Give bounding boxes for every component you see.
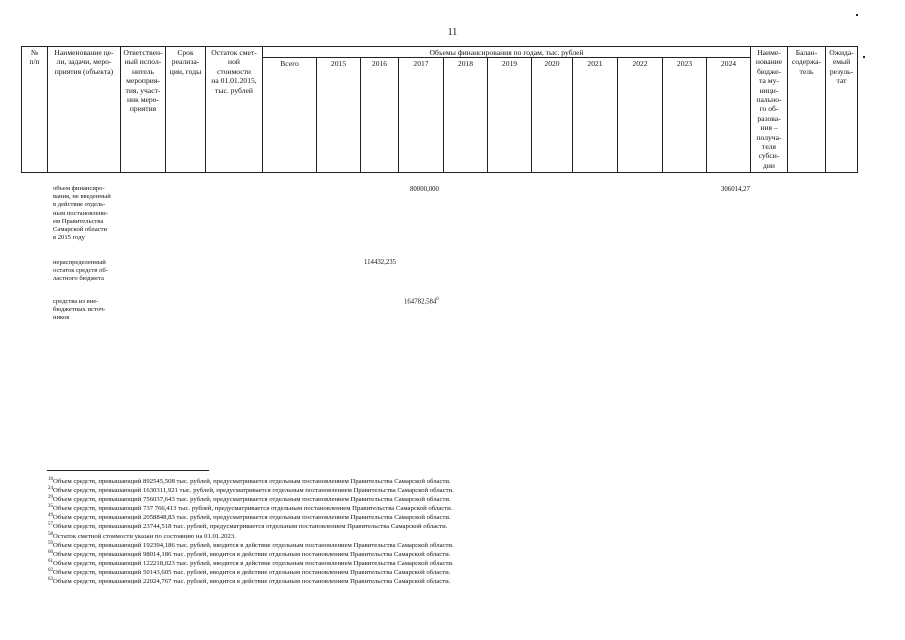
- footnote-mark: 57: [48, 522, 53, 528]
- footnote-mark: 62: [48, 567, 53, 573]
- row-label-unallocated-balance: нераспределенный остаток средств об- ластного бюджета: [53, 259, 108, 283]
- footnote-text: Остаток сметной стоимости указан по состоянию на 01.01.2023.: [53, 532, 236, 540]
- header-year: 2023: [663, 58, 707, 173]
- header-budget-name: Наиме- нование бюдже- та му- ници- пально- го об- разова- ния – получа- теля субси- дии: [751, 47, 788, 173]
- footnote-text: Объем средств, превышающий 50143,605 тыс. рублей, вводится в действие отдельным постановлением Правительства Самарской области.: [53, 568, 451, 576]
- value-2016-unallocated: 114432,235: [364, 259, 397, 266]
- footnote-text: Объем средств, превышающий 737 766,413 тыс. рублей, предусматривается отдельным постановлением Правительства Самарской области.: [53, 505, 453, 513]
- header-year: 2018: [444, 58, 488, 173]
- value-2017-extrabudgetary: [404, 297, 439, 305]
- footnote: [48, 550, 648, 559]
- footnote: [48, 577, 648, 586]
- header-year: 2017: [399, 58, 444, 173]
- footnote-mark: 60: [48, 549, 53, 555]
- row-label-extrabudgetary: средства из вне- бюджетных источ- ников: [53, 298, 106, 322]
- value-2017-unapproved: 80000,000: [410, 186, 439, 193]
- footnote: [48, 541, 648, 550]
- row-label-unapproved-funding: объем финансиро- вания, не введенный в действие отдель- ным постановлени- ем Правительства Самарской области в 2015 году: [53, 185, 111, 242]
- header-year: 2020: [532, 58, 573, 173]
- header-funding-group: Объемы финансирования по годам, тыс. рублей: [263, 47, 751, 58]
- footnote-mark: 61: [48, 558, 53, 564]
- header-executor: Ответствен- ный испол- нитель мероприя- тия, участ- ник меро- приятия: [121, 47, 166, 173]
- footnote-text: Объем средств, превышающий 122218,023 тыс. рублей, вводится в действие отдельным постановлением Правительства Самарской области.: [53, 559, 454, 567]
- header-holder: Балан- содержа- тель: [788, 47, 826, 173]
- header-year: 2019: [488, 58, 532, 173]
- value-text: 164782,584: [404, 298, 437, 306]
- header-name: Наименование це- ли, задачи, меро- приятия (объекта): [48, 47, 121, 173]
- footnote: [48, 522, 648, 531]
- footnote-mark: 58: [48, 531, 53, 537]
- funding-table: [21, 46, 858, 173]
- footnote-mark: 24: [48, 485, 53, 491]
- header-total: Всего: [263, 58, 317, 173]
- footnote-ref: 6: [436, 297, 439, 302]
- header-year: 2016: [361, 58, 399, 173]
- footnote-mark: 29: [48, 494, 53, 500]
- footnote-text: Объем средств, превышающий 756037,643 тыс. рублей, предусматривается отдельным постановлением Правительства Самарской области.: [53, 496, 451, 504]
- value-2024-unapproved: 306014,27: [721, 186, 750, 193]
- page-number: 11: [447, 27, 458, 38]
- footnote-text: Объем средств, превышающий 2058848,83 тыс. рублей, предусматривается отдельным постановлением Правительства Самарской области.: [53, 514, 451, 522]
- header-number: № п/п: [22, 47, 48, 173]
- scan-speck: [863, 56, 865, 58]
- footnote-text: Объем средств, превышающий 22024,767 тыс. рублей, вводится в действие отдельным постановлением Правительства Самарской области.: [53, 578, 451, 586]
- header-year: 2015: [317, 58, 361, 173]
- footnote-text: Объем средств, превышающий 892545,508 тыс. рублей, предусматривается отдельным постановлением Правительства Самарской области.: [53, 478, 451, 485]
- footnote-text: Объем средств, превышающий 23744,518 тыс. рублей, предусматривается отдельным постановлением Правительства Самарской области.: [53, 523, 448, 531]
- footnote-mark: 49: [48, 513, 53, 519]
- footnote-mark: 63: [48, 576, 53, 582]
- footnote-separator: [47, 470, 209, 471]
- footnote: [48, 495, 648, 504]
- header-year: 2022: [618, 58, 663, 173]
- footnote: [48, 486, 648, 495]
- footnote-mark: 35: [48, 504, 53, 510]
- footnote-mark: 59: [48, 540, 53, 546]
- header-term: Срок реализа- ции, годы: [166, 47, 206, 173]
- header-balance: Остаток смет- ной стоимости на 01.01.2015, тыс. рублей: [206, 47, 263, 173]
- footnote: [48, 568, 648, 577]
- footnote: [48, 513, 648, 522]
- footnote-mark: 18: [48, 476, 53, 482]
- header-result: Ожида- емый резуль- тат: [826, 47, 858, 173]
- footnote-text: Объем средств, превышающий 1630311,921 тыс. рублей, предусматривается отдельным постановлением Правительства Самарской области.: [53, 487, 454, 495]
- footnote-text: Объем средств, превышающий 98014,186 тыс. рублей, вводится в действие отдельным постановлением Правительства Самарской области.: [53, 550, 451, 558]
- footnote: [48, 477, 648, 486]
- footnote: [48, 532, 648, 541]
- footnotes: [48, 477, 648, 586]
- footnote: [48, 559, 648, 568]
- header-year: 2024: [707, 58, 751, 173]
- footnote: [48, 504, 648, 513]
- scan-speck: [856, 14, 858, 16]
- footnote-text: Объем средств, превышающий 192394,186 тыс. рублей, вводится в действие отдельным постановлением Правительства Самарской области.: [53, 541, 454, 549]
- header-year: 2021: [573, 58, 618, 173]
